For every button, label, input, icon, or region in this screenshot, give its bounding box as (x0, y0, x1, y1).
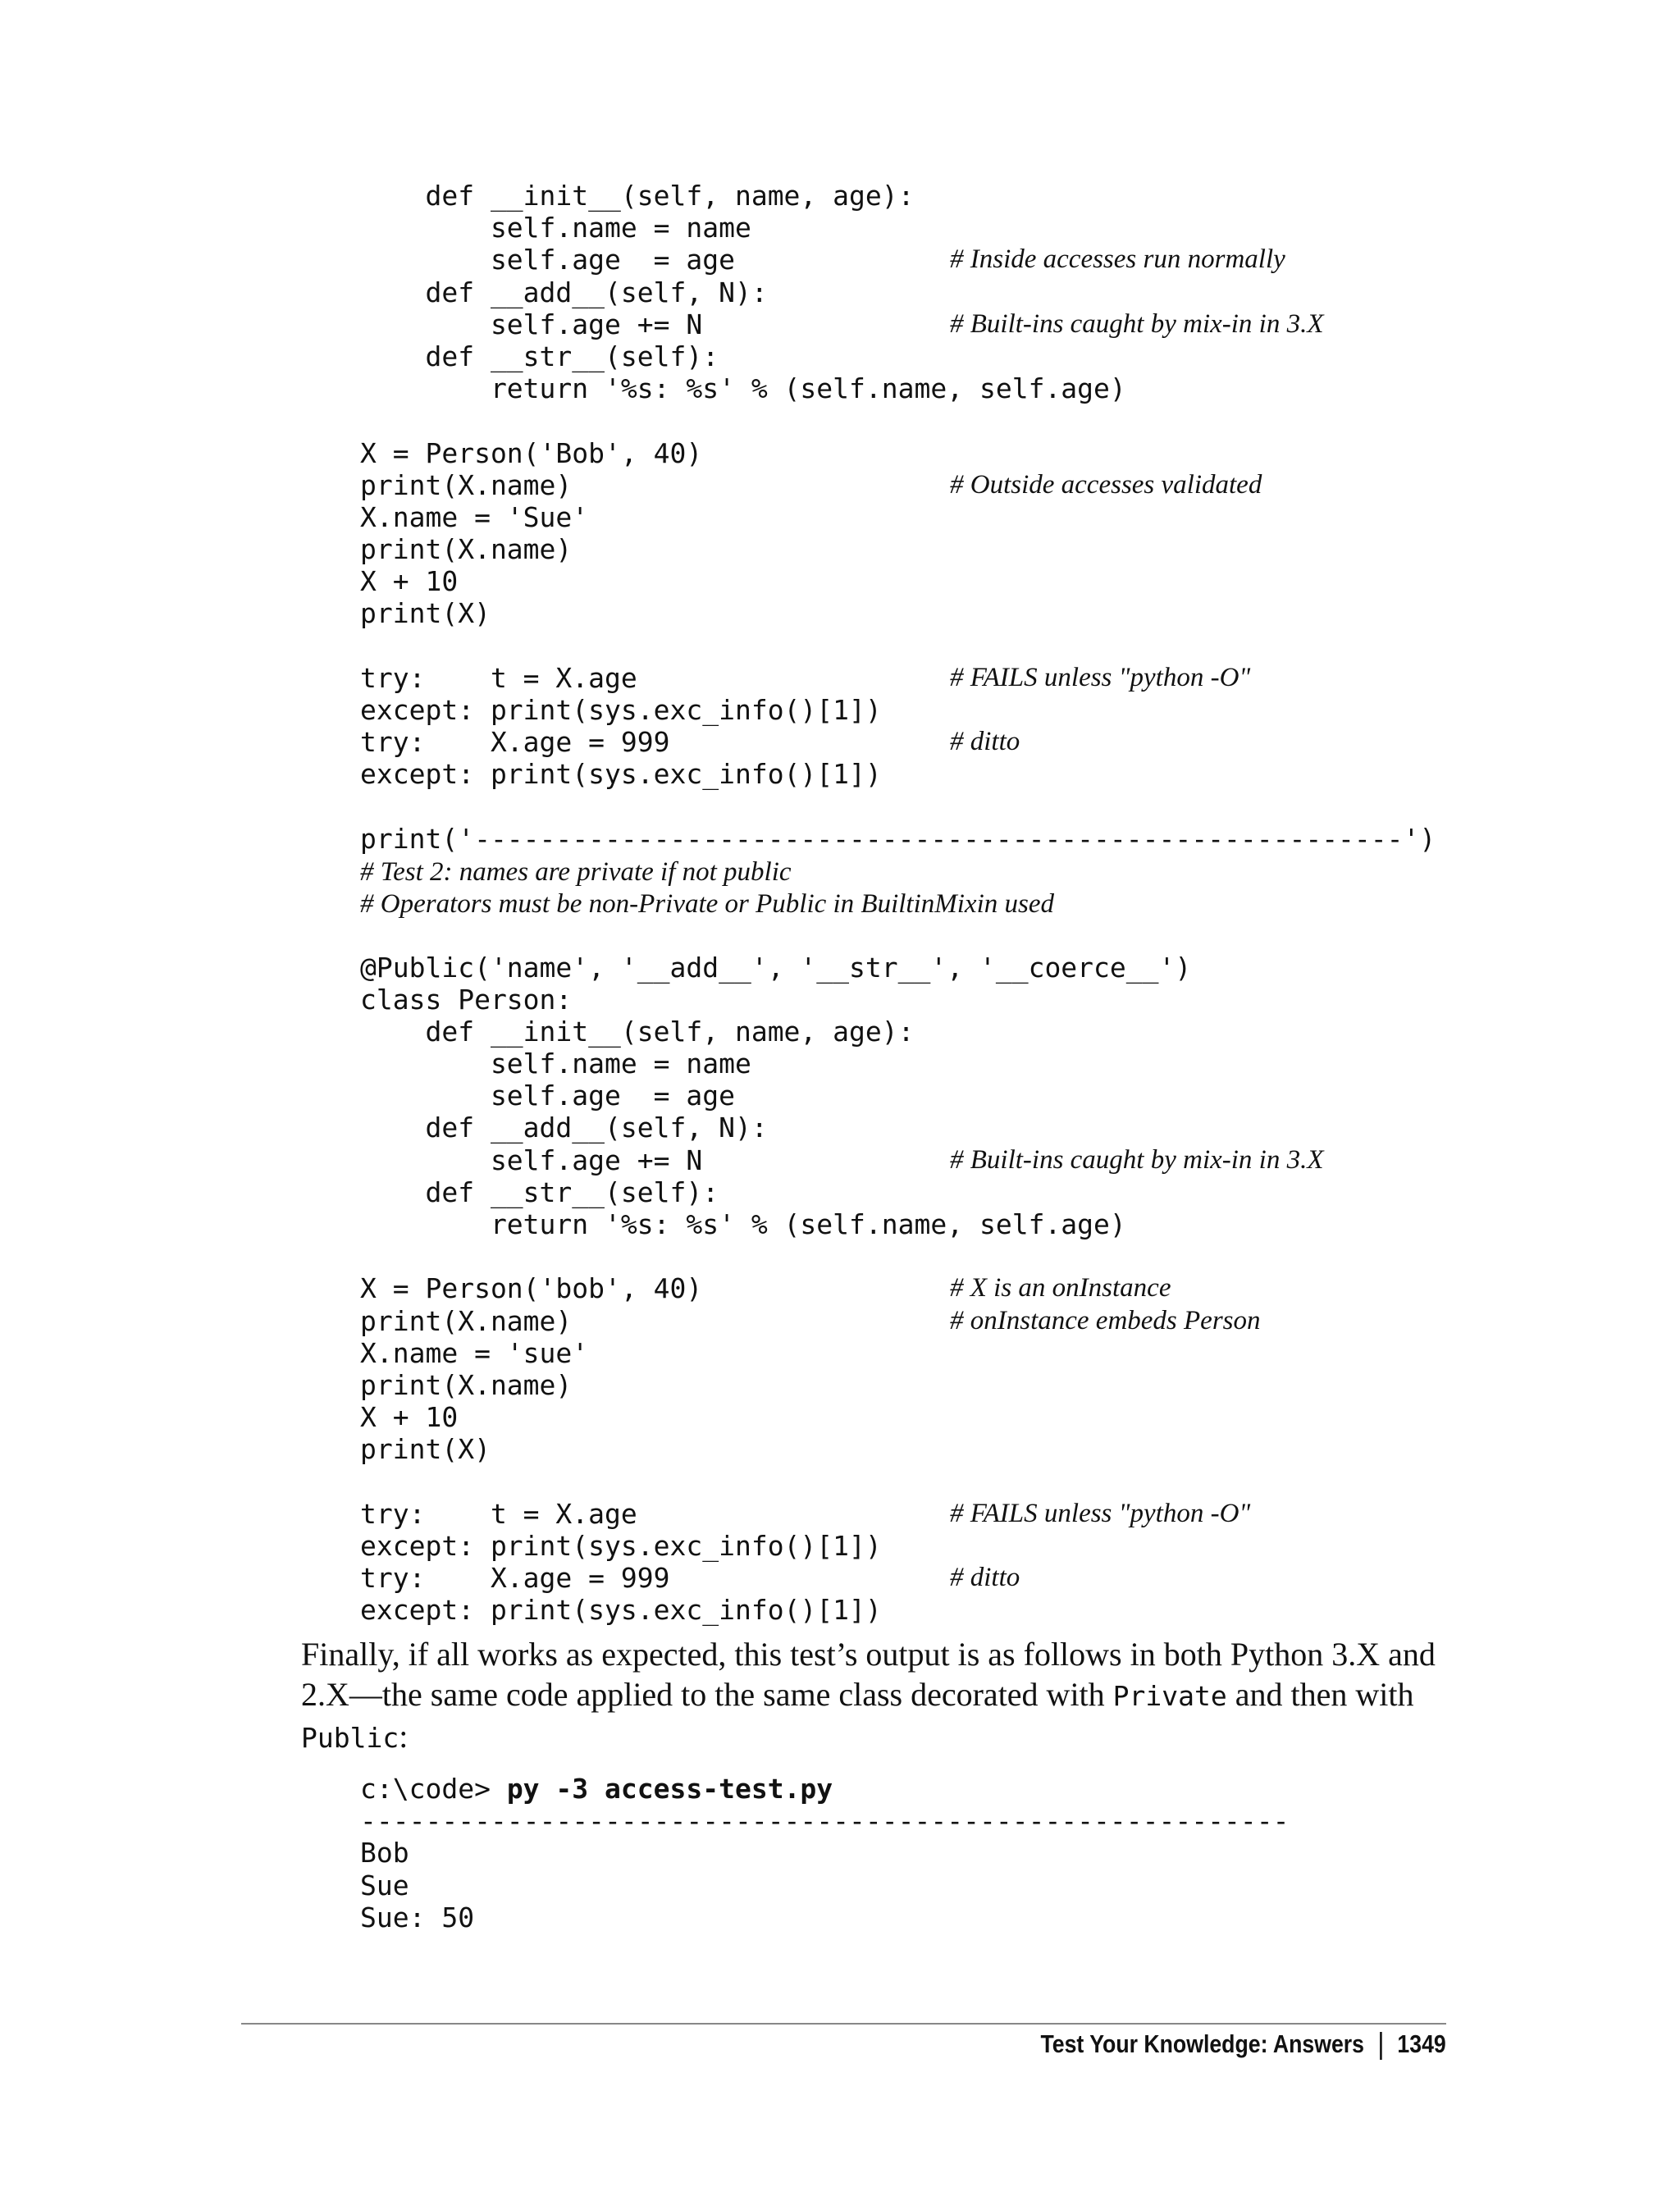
code-text: class Person: (360, 983, 573, 1016)
code-text: X + 10 (360, 1401, 459, 1434)
code-text: @Public('name', '__add__', '__str__', '__coerce__') (360, 951, 1192, 984)
code-line (360, 212, 1436, 244)
code-text: print(X.name) (360, 1368, 573, 1401)
code-line (360, 276, 1436, 308)
page-number: 1349 (1397, 2029, 1446, 2058)
code-line (360, 597, 1436, 629)
code-line (360, 1466, 1436, 1498)
code-text: def __init__(self, name, age): (360, 1015, 915, 1048)
code-line (360, 180, 1436, 212)
footer-rule (241, 2023, 1446, 2025)
code-line (360, 1305, 1436, 1337)
console-session (360, 1773, 1289, 1933)
paragraph-text-1: Finally, if all works as expected, this test’s output is as follows in both Python 3.X and 2.X—the same code applied to the same class decorated with (301, 1636, 1436, 1713)
code-text: def __init__(self, name, age): (360, 180, 915, 212)
code-text: try: X.age = 999 (360, 1562, 670, 1595)
paragraph-text-3: : (399, 1718, 409, 1755)
code-text: self.name = name (360, 1048, 751, 1080)
code-text: X + 10 (360, 565, 459, 598)
code-line (360, 984, 1436, 1016)
code-line (360, 469, 1436, 501)
code-comment: # Test 2: names are private if not public (360, 856, 792, 887)
code-text: X.name = 'Sue' (360, 500, 589, 533)
code-line (360, 1401, 1436, 1433)
code-line (360, 694, 1436, 726)
code-line (360, 662, 1436, 694)
code-text: self.age = age (360, 1080, 735, 1112)
code-line (360, 308, 1436, 340)
code-text: except: print(sys.exc_info()[1]) (360, 758, 882, 791)
code-text: try: t = X.age (360, 661, 637, 694)
body-paragraph (301, 1634, 1449, 1758)
inline-code-public: Public (301, 1722, 399, 1754)
console-output-line: Sue: 50 (360, 1901, 475, 1933)
code-text: X = Person('bob', 40) (360, 1272, 703, 1305)
code-text: def __add__(self, N): (360, 1112, 768, 1144)
code-comment: # Operators must be non-Private or Public in BuiltinMixin used (360, 889, 1054, 920)
code-text: except: print(sys.exc_info()[1]) (360, 1529, 882, 1562)
code-line (360, 372, 1436, 404)
code-line (360, 1016, 1436, 1048)
code-line (360, 1369, 1436, 1401)
code-line (360, 340, 1436, 372)
code-line (360, 1594, 1436, 1626)
code-line (360, 1080, 1436, 1112)
code-line (360, 1498, 1436, 1530)
code-line (360, 244, 1436, 276)
code-line (360, 1530, 1436, 1562)
code-comment: # Inside accesses run normally (950, 244, 1285, 275)
code-text: print(X) (360, 597, 491, 630)
code-line (360, 855, 1436, 887)
code-line (360, 919, 1436, 951)
code-comment: # FAILS unless "python -O" (950, 1498, 1251, 1528)
code-line (360, 437, 1436, 469)
code-text: def __add__(self, N): (360, 276, 768, 308)
code-text: self.age += N (360, 308, 703, 340)
code-line (360, 823, 1436, 855)
paragraph-text-2: and then with (1226, 1676, 1414, 1713)
code-line (360, 1144, 1436, 1176)
code-line (360, 1048, 1436, 1080)
code-line (360, 565, 1436, 597)
code-text: return '%s: %s' % (self.name, self.age) (360, 1208, 1126, 1240)
console-command: py -3 access-test.py (506, 1773, 833, 1805)
console-output-line: --------------------------------------------------------- (360, 1805, 1290, 1838)
code-line (360, 791, 1436, 823)
code-text: try: t = X.age (360, 1497, 637, 1530)
code-text: print(X.name) (360, 533, 573, 566)
code-text: def __str__(self): (360, 1176, 719, 1208)
code-text: self.age += N (360, 1144, 703, 1176)
code-line (360, 887, 1436, 919)
code-line (360, 1337, 1436, 1369)
code-text: print(X.name) (360, 468, 573, 501)
code-line (360, 1272, 1436, 1304)
code-text: self.age = age (360, 244, 735, 276)
code-text: except: print(sys.exc_info()[1]) (360, 1594, 882, 1627)
code-line (360, 1208, 1436, 1240)
code-text: X = Person('Bob', 40) (360, 436, 703, 469)
console-command-line (360, 1773, 1289, 1805)
code-line (360, 1433, 1436, 1465)
code-text: def __str__(self): (360, 340, 719, 372)
code-text: except: print(sys.exc_info()[1]) (360, 694, 882, 726)
code-text: self.name = name (360, 212, 751, 244)
code-line (360, 1240, 1436, 1272)
console-prompt: c:\code> (360, 1773, 507, 1805)
code-comment: # FAILS unless "python -O" (950, 662, 1251, 692)
code-text: print('---------------------------------------------------------') (360, 822, 1436, 855)
code-comment: # ditto (950, 1563, 1020, 1593)
code-line (360, 726, 1436, 758)
code-text: print(X.name) (360, 1304, 573, 1337)
code-text: print(X) (360, 1433, 491, 1466)
code-line (360, 952, 1436, 984)
code-line (360, 758, 1436, 790)
footer-separator (1380, 2032, 1382, 2060)
code-line (360, 1176, 1436, 1208)
console-output-line: Sue (360, 1869, 409, 1901)
code-line (360, 1112, 1436, 1144)
footer-section-title: Test Your Knowledge: Answers (1040, 2029, 1365, 2058)
code-text: try: X.age = 999 (360, 726, 670, 759)
code-text: X.name = 'sue' (360, 1336, 589, 1369)
page-footer (1041, 2029, 1446, 2060)
code-comment: # ditto (950, 727, 1020, 757)
console-output-line: Bob (360, 1837, 409, 1869)
code-line (360, 404, 1436, 436)
code-line (360, 1562, 1436, 1594)
code-line (360, 630, 1436, 662)
code-comment: # Built-ins caught by mix-in in 3.X (950, 308, 1324, 339)
code-listing (360, 180, 1436, 1626)
code-comment: # Outside accesses validated (950, 469, 1262, 500)
inline-code-private: Private (1112, 1680, 1227, 1712)
code-comment: # onInstance embeds Person (950, 1305, 1261, 1335)
code-text: return '%s: %s' % (self.name, self.age) (360, 372, 1126, 405)
code-line (360, 501, 1436, 533)
code-line (360, 533, 1436, 565)
code-comment: # X is an onInstance (950, 1273, 1171, 1303)
code-comment: # Built-ins caught by mix-in in 3.X (950, 1144, 1324, 1175)
